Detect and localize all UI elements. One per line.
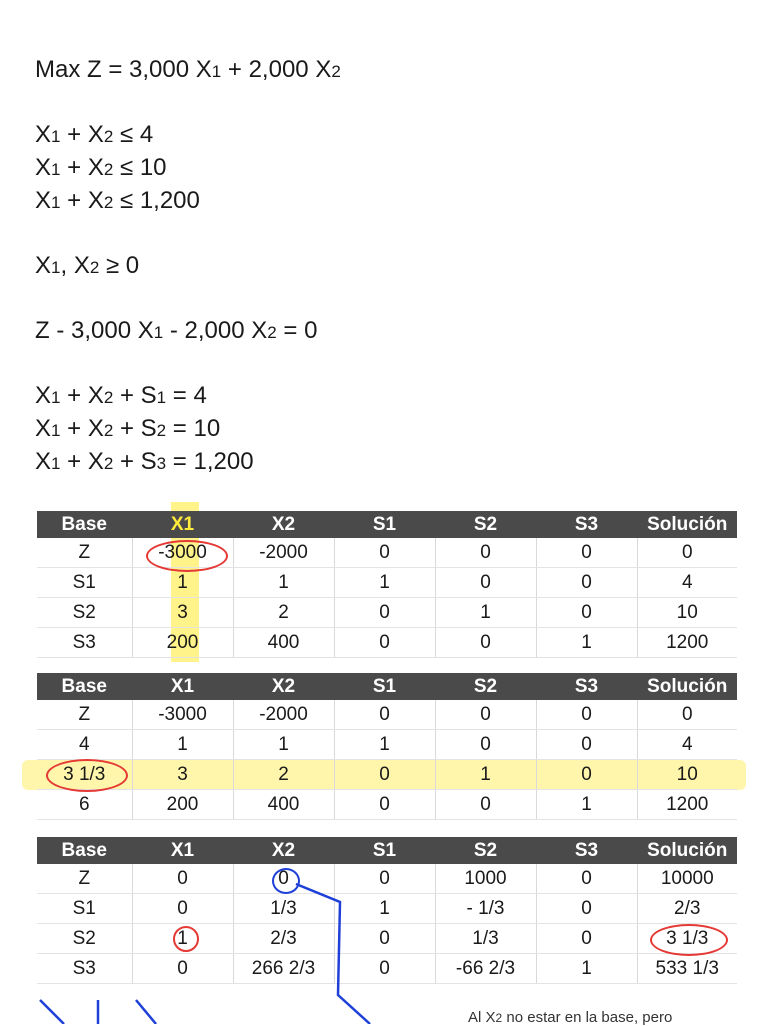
slack-eq-3: X1 + X2 + S3 = 1,200 (35, 448, 254, 475)
table-cell: 1 (536, 628, 637, 658)
table-cell: 1 (233, 730, 334, 760)
nonneg-line: X1, X2 ≥ 0 (35, 252, 140, 279)
header-s3: S3 (536, 837, 637, 864)
simplex-table-2 (37, 673, 737, 820)
table-cell: 0 (536, 924, 637, 954)
header-s2: S2 (435, 673, 536, 700)
table-cell: 0 (334, 538, 435, 568)
table-cell: 1 (132, 568, 233, 598)
table-cell: 10 (637, 598, 737, 628)
table-cell: 0 (536, 598, 637, 628)
table-cell: -66 2/3 (435, 954, 536, 984)
header-solucion: Solución (637, 511, 737, 538)
table-cell: 1200 (637, 790, 737, 820)
table-cell: 3 1/3 (637, 924, 737, 954)
table-cell: 2 (233, 760, 334, 790)
table-header (37, 837, 737, 864)
table-row (37, 538, 737, 568)
table-cell: 0 (536, 700, 637, 730)
header-solucion: Solución (637, 837, 737, 864)
objective-line: Max Z = 3,000 X1 + 2,000 X2 (35, 56, 341, 83)
min-ratio-circle (46, 759, 128, 792)
table-cell: 0 (435, 730, 536, 760)
table-cell: 1 (536, 954, 637, 984)
table-cell: 1/3 (435, 924, 536, 954)
table-cell: 0 (334, 700, 435, 730)
table-cell: -2000 (233, 700, 334, 730)
header-s1: S1 (334, 673, 435, 700)
header-base: Base (37, 511, 132, 538)
table-row (37, 864, 737, 894)
table-cell: 0 (334, 598, 435, 628)
simplex-table-3 (37, 837, 737, 984)
nonnegativity (35, 249, 139, 282)
table-cell: 0 (536, 730, 637, 760)
table-row (37, 628, 737, 658)
table-cell: 2/3 (637, 894, 737, 924)
table-cell: 0 (334, 954, 435, 984)
table-row (37, 924, 737, 954)
z-equation-line: Z - 3,000 X1 - 2,000 X2 = 0 (35, 317, 318, 344)
simplex-table-1 (37, 511, 737, 658)
table-header (37, 511, 737, 538)
header-s1: S1 (334, 837, 435, 864)
constraint-2: X1 + X2 ≤ 10 (35, 154, 167, 181)
table-cell: 0 (334, 864, 435, 894)
z-equation (35, 314, 317, 347)
table-cell: S2 (37, 598, 132, 628)
slack-equations (35, 379, 254, 478)
header-x1: X1 (132, 511, 233, 538)
side-note: Al X2 no estar en la base, pero (468, 1009, 673, 1026)
table-cell: 266 2/3 (233, 954, 334, 984)
slack-eq-2: X1 + X2 + S2 = 10 (35, 415, 221, 442)
table-row (37, 954, 737, 984)
blue-scribble-1 (40, 1000, 64, 1024)
table-cell: 10 (637, 760, 737, 790)
table-row (37, 894, 737, 924)
table-row (37, 790, 737, 820)
table-cell: 1 (334, 730, 435, 760)
table-cell: 1 (536, 790, 637, 820)
table-cell: 2 (233, 598, 334, 628)
table-cell: 400 (233, 790, 334, 820)
pivot-value-circle (146, 540, 228, 572)
table-cell: 1/3 (233, 894, 334, 924)
table-row (37, 760, 737, 790)
table-cell: 10000 (637, 864, 737, 894)
blue-scribble-3 (136, 1000, 156, 1024)
table-row (37, 700, 737, 730)
table-cell: S1 (37, 894, 132, 924)
table-cell: 0 (132, 864, 233, 894)
header-s3: S3 (536, 673, 637, 700)
table-cell: -3000 (132, 538, 233, 568)
header-s1: S1 (334, 511, 435, 538)
table-cell: 0 (334, 760, 435, 790)
table-cell: 4 (637, 730, 737, 760)
table-cell: 1 (334, 894, 435, 924)
table-cell: 1 (233, 568, 334, 598)
table-cell: 0 (536, 864, 637, 894)
table-cell: 400 (233, 628, 334, 658)
table-cell: 0 (334, 628, 435, 658)
new-x1-circle (173, 926, 199, 952)
table-header (37, 673, 737, 700)
header-x2: X2 (233, 837, 334, 864)
table-cell: 0 (435, 790, 536, 820)
table-cell: Z (37, 864, 132, 894)
constraints-block (35, 118, 200, 217)
header-s3: S3 (536, 511, 637, 538)
table-cell: -2000 (233, 538, 334, 568)
table-cell: 3 1/3 (37, 760, 132, 790)
table-cell: 2/3 (233, 924, 334, 954)
table-cell: - 1/3 (435, 894, 536, 924)
constraint-3: X1 + X2 ≤ 1,200 (35, 187, 200, 214)
table-cell: 533 1/3 (637, 954, 737, 984)
table-cell: 0 (233, 864, 334, 894)
header-s2: S2 (435, 511, 536, 538)
table-cell: 0 (132, 954, 233, 984)
objective-function (35, 53, 341, 86)
header-base: Base (37, 673, 132, 700)
header-solucion: Solución (637, 673, 737, 700)
header-x2: X2 (233, 511, 334, 538)
table-cell: 1200 (637, 628, 737, 658)
table-cell: 4 (637, 568, 737, 598)
table-cell: 1 (132, 730, 233, 760)
table-cell: 0 (435, 700, 536, 730)
x2-zero-circle (272, 868, 300, 894)
table-cell: 0 (334, 924, 435, 954)
solution-x1-circle (650, 924, 728, 956)
table-row (37, 730, 737, 760)
header-base: Base (37, 837, 132, 864)
table-cell: 0 (536, 568, 637, 598)
table-cell: 1 (334, 568, 435, 598)
header-x2: X2 (233, 673, 334, 700)
header-x1: X1 (132, 673, 233, 700)
table-cell: 4 (37, 730, 132, 760)
table-cell: Z (37, 538, 132, 568)
table-cell: S3 (37, 954, 132, 984)
table-cell: -3000 (132, 700, 233, 730)
table-cell: 0 (536, 894, 637, 924)
table-cell: S2 (37, 924, 132, 954)
table-cell: 3 (132, 598, 233, 628)
header-x1: X1 (132, 837, 233, 864)
table-cell: 0 (334, 790, 435, 820)
constraint-1: X1 + X2 ≤ 4 (35, 121, 154, 148)
table-cell: 0 (536, 760, 637, 790)
table-cell: 1 (435, 760, 536, 790)
table-cell: 1000 (435, 864, 536, 894)
table-row (37, 568, 737, 598)
table-cell: 0 (435, 538, 536, 568)
table-cell: 200 (132, 790, 233, 820)
table-cell: 3 (132, 760, 233, 790)
table-cell: 0 (637, 700, 737, 730)
table-cell: 1 (435, 598, 536, 628)
table-cell: 1 (132, 924, 233, 954)
header-s2: S2 (435, 837, 536, 864)
table-cell: 0 (536, 538, 637, 568)
table-row (37, 598, 737, 628)
table-cell: 0 (132, 894, 233, 924)
table-cell: 6 (37, 790, 132, 820)
slack-eq-1: X1 + X2 + S1 = 4 (35, 382, 207, 409)
table-cell: 200 (132, 628, 233, 658)
table-cell: 0 (637, 538, 737, 568)
table-cell: 0 (435, 568, 536, 598)
table-cell: S1 (37, 568, 132, 598)
table-cell: 0 (435, 628, 536, 658)
table-cell: Z (37, 700, 132, 730)
table-cell: S3 (37, 628, 132, 658)
